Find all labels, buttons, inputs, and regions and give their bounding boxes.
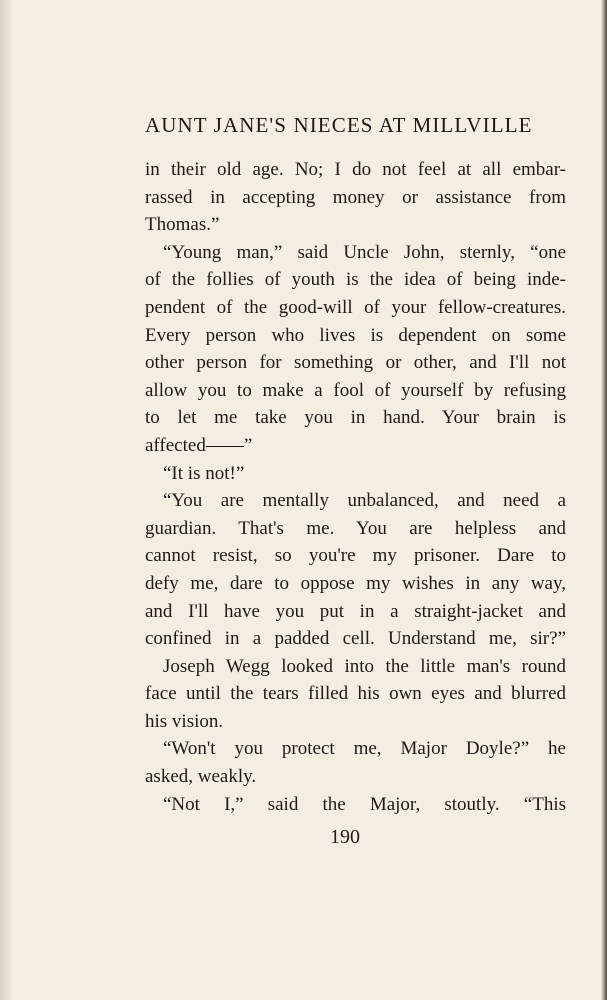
text-line: cannot resist, so you're my prisoner. Dare to	[145, 545, 566, 567]
text-line: Every person who lives is dependent on some	[145, 324, 566, 346]
text-line: guardian. That's me. You are helpless and	[145, 517, 566, 539]
running-head: AUNT JANE'S NIECES AT MILLVILLE	[145, 113, 533, 137]
text-line: and I'll have you put in a straight-jacket and	[145, 600, 566, 622]
page-number: 190	[330, 826, 360, 848]
text-line: pendent of the good-will of your fellow-creatures.	[145, 296, 566, 318]
text-line: face until the tears filled his own eyes and blurred	[145, 683, 566, 705]
text-line: “Won't you protect me, Major Doyle?” he	[163, 738, 566, 760]
body-text	[145, 156, 566, 818]
text-line: to let me take you in hand. Your brain is	[145, 407, 566, 429]
text-line: “Young man,” said Uncle John, sternly, “one	[163, 241, 566, 263]
text-line: affected——”	[145, 434, 253, 456]
text-line: “It is not!”	[163, 462, 245, 484]
text-line: in their old age. No; I do not feel at all embar-	[145, 159, 566, 180]
text-line: rassed in accepting money or assistance from	[145, 186, 566, 208]
text-line: Thomas.”	[145, 214, 220, 236]
text-line: Joseph Wegg looked into the little man's round	[163, 655, 566, 677]
text-line: his vision.	[145, 710, 224, 732]
text-line: “Not I,” said the Major, stoutly. “This	[163, 793, 566, 815]
text-line: asked, weakly.	[145, 766, 257, 788]
text-line: defy me, dare to oppose my wishes in any way,	[145, 572, 566, 594]
text-line: of the follies of youth is the idea of being inde-	[145, 269, 566, 291]
text-line: confined in a padded cell. Understand me, sir?”	[145, 628, 566, 650]
text-line: other person for something or other, and I'll not	[145, 352, 566, 374]
text-line: “You are mentally unbalanced, and need a	[163, 490, 566, 512]
text-line: allow you to make a fool of yourself by refusing	[145, 379, 566, 401]
